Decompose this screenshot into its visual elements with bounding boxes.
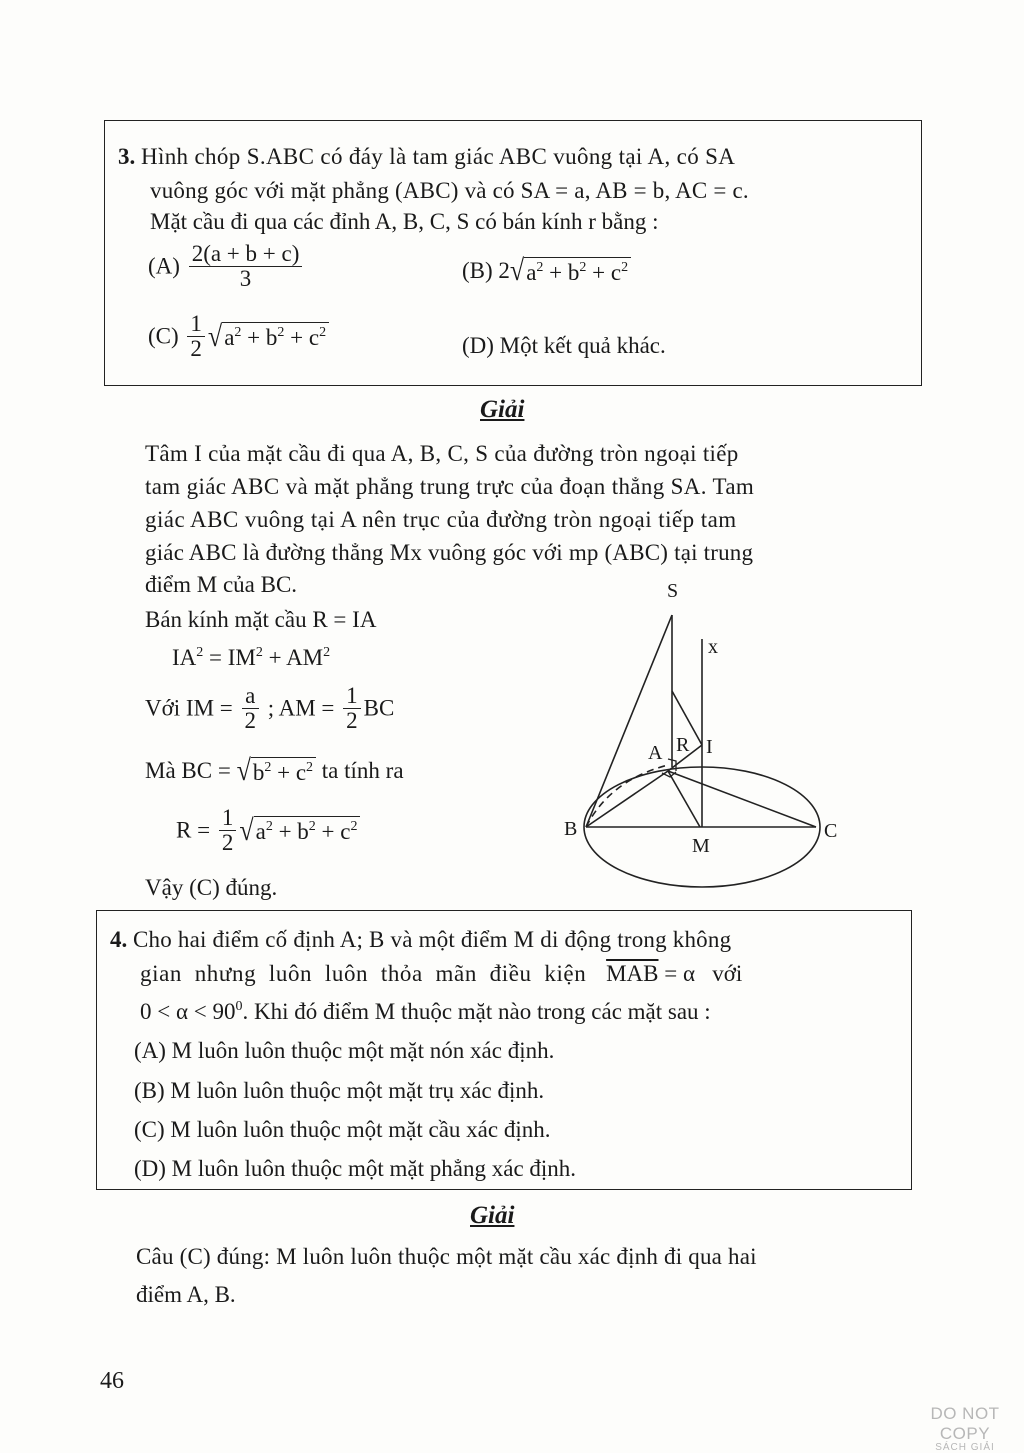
segment-sb [586,615,672,827]
option-a-fraction: $\frac{2(a + b + c)}{3}$ [189,242,303,291]
radius-result: R = $\frac{1}{2}$ $√a^2 + b^2 + c^2$ [176,806,360,855]
solution-paragraph-line: giác ABC là đường thẳng Mx vuông góc với mp (ABC) tại trung [145,540,754,565]
option-d: (D) M luôn luôn thuộc một mặt phẳng xác định. [134,1156,577,1181]
arc-mab: $\overline{MAB}$ [606,961,659,986]
pythagoras-equation: $IA^2 = IM^2 + AM^2$ [172,645,331,670]
label-s: S [667,580,679,602]
solution-line: Câu (C) đúng: M luôn luôn thuộc một mặt cầu xác định đi qua hai [136,1244,757,1269]
question-3-line-3: Mặt cầu đi qua các đỉnh A, B, C, S có bán kính r bằng : [150,209,659,234]
solution-paragraph-line: giác ABC vuông tại A nên trục của đường tròn ngoại tiếp tam [145,507,737,532]
sqrt-expression: $√a^2 + b^2 + c^2$ [239,816,360,846]
sqrt-expression: $√a^2 + b^2 + c^2$ [510,256,631,286]
page-number: 46 [100,1368,124,1394]
pyramid-sphere-figure [550,575,850,895]
question-3-line-1: 3. Hình chóp S.ABC có đáy là tam giác ABC vuông tại A, có SA [118,144,736,169]
solution-heading: Giải [480,396,525,423]
label-c: C [824,820,838,842]
question-number: 4. [110,927,128,952]
bc-line: Mà BC = $√b^2 + c^2$ ta tính ra [145,753,404,788]
segment-am [668,771,700,827]
question-number: 3. [118,144,136,169]
solution-paragraph-line: Tâm I của mặt cầu đi qua A, B, C, S của đường tròn ngoại tiếp [145,441,739,466]
label-r: R [676,734,690,756]
label-m: M [692,835,710,857]
question-4-line-2: gian nhưng luôn luôn thỏa mãn điều kiện $\overline{MAB} = \alpha$ với [140,961,743,986]
option-c: (C) M luôn luôn thuộc một mặt cầu xác định. [134,1117,551,1142]
option-a: (A) M luôn luôn thuộc một mặt nón xác định. [134,1038,555,1063]
option-b: (B) M luôn luôn thuộc một mặt trụ xác định. [134,1078,545,1103]
option-b: (B) $2√a^2 + b^2 + c^2$ [462,256,631,286]
segment-ac [668,771,816,827]
sqrt-expression: $√b^2 + c^2$ [237,756,316,786]
option-a: (A) $\frac{2(a + b + c)}{3}$ [148,242,305,291]
sqrt-expression: $√a^2 + b^2 + c^2$ [208,322,329,352]
conclusion: Vậy (C) đúng. [145,875,278,900]
question-3-line-2: vuông góc với mặt phẳng (ABC) và có SA = a, AB = b, AC = c. [150,178,749,203]
option-c: (C) $\frac{1}{2}$ $√a^2 + b^2 + c^2$ [148,312,329,361]
question-4-line-1: 4. Cho hai điểm cố định A; B và một điểm M di động trong không [110,927,732,952]
solution-paragraph-line: điểm M của BC. [145,572,298,597]
question-4-line-3: $0 < \alpha < 90^0$. Khi đó điểm M thuộc mặt nào trong các mặt sau : [140,999,711,1024]
option-c-fraction: $\frac{1}{2}$ [187,312,205,361]
label-b: B [564,818,578,840]
radius-line: Bán kính mặt cầu R = IA [145,607,377,632]
option-d: (D) Một kết quả khác. [462,333,666,358]
label-x: x [708,636,718,658]
solution-line: điểm A, B. [136,1282,236,1307]
solution-heading: Giải [470,1202,515,1229]
watermark: DO NOT COPY SÁCH GIẢI [930,1404,1000,1453]
solution-paragraph-line: tam giác ABC và mặt phẳng trung trực của đoạn thẳng SA. Tam [145,474,755,499]
label-a: A [648,742,663,764]
with-line: Với IM = $\frac{a}{2}$ ; AM = $\frac{1}{2}$ BC [145,683,395,734]
label-i: I [706,736,713,758]
